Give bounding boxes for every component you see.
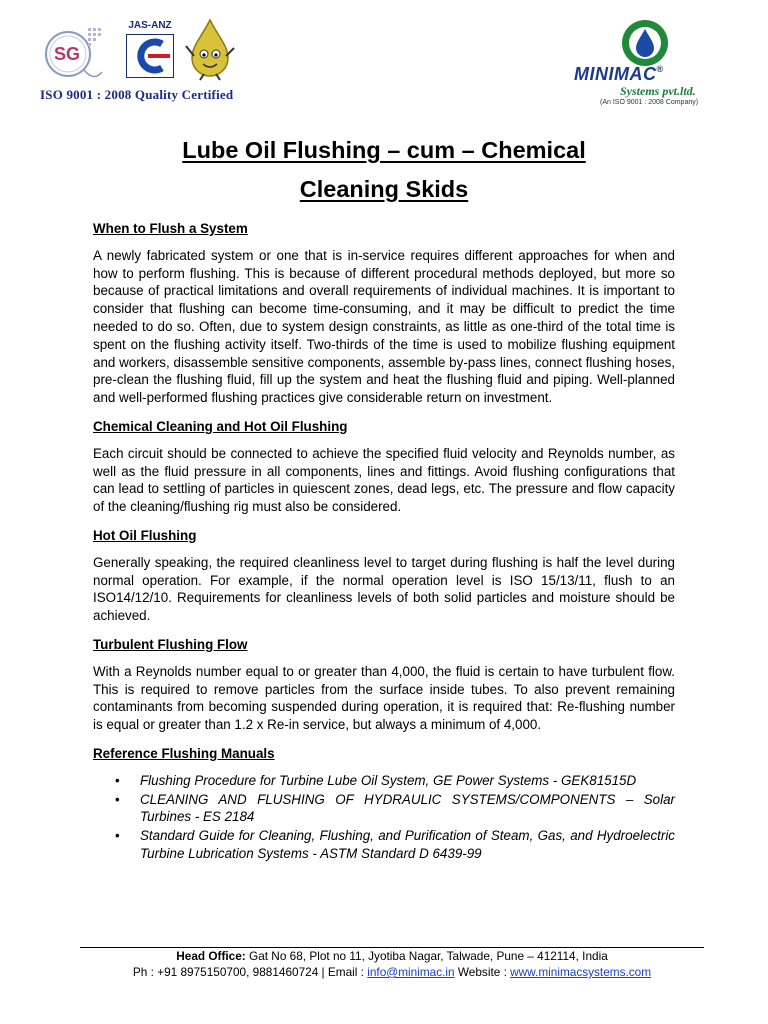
list-item: • Standard Guide for Cleaning, Flushing, and Purification of Steam, Gas, and Hydroelectric Turbine Lubrication Systems - ASTM Standard D 6439-99	[93, 827, 675, 863]
section-heading: Chemical Cleaning and Hot Oil Flushing	[93, 418, 348, 434]
footer-divider	[80, 947, 704, 948]
sg-certification-logo	[40, 24, 104, 88]
footer-address	[80, 949, 704, 963]
registered-mark: ®	[656, 64, 664, 74]
oil-drop-mascot-icon	[184, 16, 236, 82]
section-heading: Turbulent Flushing Flow	[93, 636, 248, 652]
minimac-drop-logo-icon	[620, 18, 670, 68]
sg-logo-text: SG	[54, 44, 81, 64]
references-list	[93, 772, 675, 863]
phone-numbers: +91 8975150700, 9881460724	[157, 965, 319, 979]
phone-label: Ph :	[132, 965, 154, 979]
section-paragraph: With a Reynolds number equal to or greater than 4,000, the fluid is certain to have turbulent flow. This is required to remove particles from the surface inside tubes. To also prevent remaining contaminants from becoming suspended during operation, it is required that: Re-flushing number is equal or greater than 1.2 x Re-in service, but always a minimum of 4,000.	[93, 663, 675, 733]
section-heading: When to Flush a System	[93, 221, 248, 236]
jas-anz-label: JAS-ANZ	[128, 20, 172, 31]
jas-anz-mark-icon	[126, 34, 174, 78]
website-link[interactable]: www.minimacsystems.com	[510, 965, 652, 979]
page-title-line-2: Cleaning Skids	[299, 176, 469, 202]
list-item: • Flushing Procedure for Turbine Lube Oil System, GE Power Systems - GEK81515D	[93, 772, 675, 790]
references-heading: Reference Flushing Manuals	[93, 745, 275, 761]
section-paragraph: Generally speaking, the required cleanliness level to target during flushing is half the level during normal operation. For example, if the normal operation level is ISO 15/13/11, flush to an ISO14/12/10. Requirements for cleanliness levels of both solid particles and moisture should be achieved.	[93, 554, 675, 624]
separator: |	[321, 965, 325, 979]
list-item: • CLEANING AND FLUSHING OF HYDRAULIC SYSTEMS/COMPONENTS – Solar Turbines - ES 2184	[93, 791, 675, 827]
document-body	[93, 220, 675, 864]
website-label: Website :	[457, 965, 507, 979]
company-iso-note: (An ISO 9001 : 2008 Company)	[600, 99, 699, 106]
company-suffix: Systems pvt.ltd.	[620, 84, 696, 98]
section-paragraph: A newly fabricated system or one that is in-service requires different approaches for when and how to perform flushing. This is because of different procedural methods deployed, but more so because of practical limitations and overall requirements of individual machines. It is important to consider that flushing can become time-consuming, and it may be difficult to predict the time needed to do so. Often, due to system design constraints, as little as one-third of the total time is spent on the flushing activity itself. Two-thirds of the time is used to mobilize flushing equipment and workers, disassemble sensitive components, assemble by-pass lines, connect flushing hoses, pre-clean the flushing fluid, fill up the system and heat the flushing fluid and piping. Well-planned and well-performed flushing practices give considerable return on investment.	[93, 247, 675, 406]
jas-anz-logo	[122, 20, 178, 80]
page-header	[0, 0, 768, 110]
head-office-address: Gat No 68, Plot no 11, Jyotiba Nagar, Talwade, Pune – 412114, India	[249, 949, 608, 963]
email-link[interactable]: info@minimac.in	[367, 965, 455, 979]
email-label: Email :	[327, 965, 364, 979]
section-paragraph: Each circuit should be connected to achieve the specified fluid velocity and Reynolds number, as well as the fluid pressure in all components, lines and fittings. Avoid flushing configurations that can lead to settling of particles in quiescent zones, dead legs, etc. The pressure and flow capacity of the cleaning/flushing rig must also be considered.	[93, 445, 675, 515]
head-office-label: Head Office:	[176, 949, 246, 963]
iso-certified-text: ISO 9001 : 2008 Quality Certified	[40, 87, 234, 102]
company-name: MINIMAC®	[574, 64, 664, 84]
footer-contact	[80, 965, 704, 979]
page-title-line-1: Lube Oil Flushing – cum – Chemical	[182, 137, 586, 163]
section-heading: Hot Oil Flushing	[93, 527, 197, 543]
